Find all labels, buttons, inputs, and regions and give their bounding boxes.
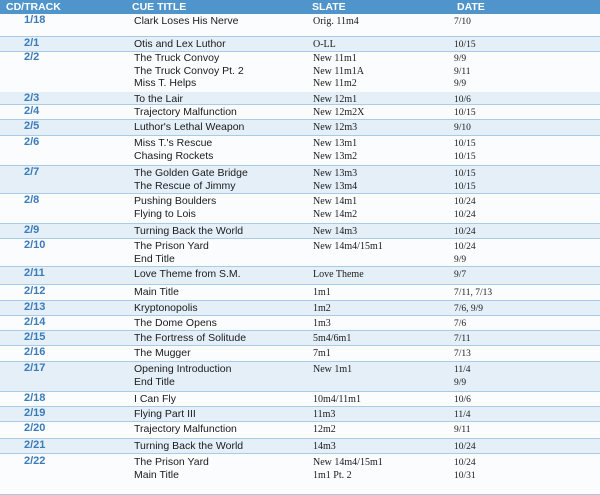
date: 9/10: [454, 123, 471, 133]
cue-title-cell: [134, 38, 226, 51]
slate-cell: [313, 318, 331, 331]
cue-title-cell: [134, 15, 238, 28]
slate-cell: [313, 269, 364, 282]
track-number: 2/15: [24, 331, 46, 343]
slate-cell: [313, 138, 357, 163]
cue-title: Turning Back the World: [134, 440, 244, 452]
slate: New 11m1: [313, 53, 357, 64]
date: 10/6: [454, 395, 471, 405]
slate-cell: [313, 409, 335, 422]
cue-title-cell: [134, 440, 243, 453]
slate: 12m2: [313, 424, 336, 435]
cue-title: Main Title: [134, 286, 179, 298]
date: 10/15: [454, 181, 476, 192]
date-cell: [454, 441, 476, 454]
slate: Orig. 11m4: [313, 16, 359, 27]
cue-title: End Title: [134, 252, 175, 265]
slate: New 14m3: [313, 226, 358, 237]
cue-title: The Prison Yard: [134, 456, 209, 468]
slate-cell: [313, 168, 357, 193]
cue-title: I Can Fly: [134, 393, 177, 405]
cue-title: Trajectory Malfunction: [134, 423, 237, 435]
date: 10/24: [454, 197, 476, 207]
date-cell: [454, 424, 471, 437]
slate: New 14m4/15m1: [313, 457, 383, 468]
column-header-slate: SLATE: [312, 1, 346, 13]
cue-title-cell: [134, 332, 246, 345]
cue-title: Luthor's Lethal Weapon: [134, 121, 245, 133]
cue-title-cell: [134, 52, 244, 90]
track-number: 2/10: [24, 239, 46, 251]
date: 10/15: [454, 139, 476, 149]
track-number: 2/5: [24, 120, 40, 132]
date-cell: [454, 287, 492, 300]
slate: 5m4/6m1: [313, 333, 352, 344]
table-header: [0, 0, 600, 14]
date-cell: [454, 318, 466, 331]
column-header-cue-title: CUE TITLE: [132, 1, 187, 13]
date: 10/24: [454, 458, 476, 468]
date-cell: [454, 138, 476, 163]
cue-title: Main Title: [134, 468, 179, 481]
cue-title-cell: [134, 240, 209, 265]
cue-title-cell: [134, 93, 183, 106]
slate-cell: [313, 441, 336, 454]
table-row: [0, 439, 600, 454]
slate-cell: [313, 303, 331, 316]
cue-title-cell: [134, 195, 216, 220]
slate: New 11m1A: [313, 65, 365, 77]
date-cell: [454, 107, 476, 120]
cue-title: Miss T.'s Rescue: [134, 137, 213, 149]
slate: New 12m2X: [313, 107, 365, 118]
slate-cell: [313, 333, 351, 346]
cue-title: Otis and Lex Luthor: [134, 38, 226, 50]
cue-title: The Fortress of Solitude: [134, 332, 247, 344]
date: 10/31: [454, 470, 476, 481]
date-cell: [454, 457, 476, 482]
date: 10/24: [454, 442, 476, 452]
cue-title: The Dome Opens: [134, 317, 217, 329]
date-cell: [454, 409, 471, 422]
slate: New 13m1: [313, 138, 358, 149]
track-number: 1/18: [24, 14, 46, 26]
cue-title: The Mugger: [134, 347, 191, 359]
table-row: [0, 455, 600, 495]
date: 10/24: [454, 242, 476, 252]
date: 10/6: [454, 95, 471, 105]
date: 9/9: [454, 254, 467, 265]
slate-cell: [313, 122, 357, 135]
table-row: [0, 51, 600, 93]
track-number: 2/4: [24, 105, 40, 117]
table-row: [0, 37, 600, 52]
date: 7/10: [454, 17, 471, 27]
track-number: 2/9: [24, 224, 40, 236]
cue-title-cell: [134, 268, 241, 281]
cue-title: To the Lair: [134, 93, 184, 105]
cue-title-cell: [134, 302, 198, 315]
table-row: [0, 14, 600, 37]
date-cell: [454, 333, 471, 346]
slate-cell: [313, 16, 359, 29]
date: 9/11: [454, 425, 471, 435]
track-number: 2/1: [24, 37, 40, 49]
date: 7/11, 7/13: [454, 288, 493, 298]
table-row: [0, 267, 600, 285]
slate-cell: [313, 196, 357, 221]
slate-cell: [313, 364, 352, 389]
slate-cell: [313, 241, 383, 266]
slate: 10m4/11m1: [313, 394, 361, 405]
cue-title: The Truck Convoy Pt. 2: [134, 64, 244, 77]
slate: Love Theme: [313, 269, 364, 280]
table-row: [0, 224, 600, 239]
cue-title-cell: [134, 225, 243, 238]
cue-title-cell: [134, 347, 191, 360]
date-cell: [454, 364, 471, 389]
slate: New 11m2: [313, 78, 357, 89]
track-number: 2/13: [24, 301, 46, 313]
slate: 1m1: [313, 287, 331, 298]
slate: 7m1: [313, 348, 331, 359]
cue-title-cell: [134, 106, 237, 119]
slate-cell: [313, 348, 331, 361]
date: 9/7: [454, 270, 467, 280]
table-row: [0, 285, 600, 301]
slate-cell: [313, 287, 331, 300]
slate: New 13m3: [313, 168, 358, 179]
track-number: 2/16: [24, 346, 46, 358]
cue-title: Flying Part III: [134, 408, 196, 420]
slate-cell: [313, 424, 336, 437]
column-header-date: DATE: [457, 1, 485, 13]
cue-title-cell: [134, 393, 176, 406]
slate-cell: [313, 39, 336, 52]
date-cell: [454, 269, 466, 282]
table-row: [0, 422, 600, 439]
track-number: 2/21: [24, 439, 46, 451]
date: 9/9: [454, 54, 467, 64]
table-row: [0, 92, 600, 105]
cue-title-cell: [134, 456, 209, 481]
table-row: [0, 316, 600, 331]
date-cell: [454, 168, 476, 193]
slate: 1m3: [313, 318, 331, 329]
slate-cell: [313, 53, 364, 91]
cue-title: Pushing Boulders: [134, 195, 217, 207]
slate: 1m1 Pt. 2: [313, 469, 352, 481]
cue-title-cell: [134, 363, 231, 388]
track-number: 2/18: [24, 392, 46, 404]
cue-title: Trajectory Malfunction: [134, 106, 237, 118]
date: 7/11: [454, 334, 471, 344]
date-cell: [454, 196, 476, 221]
cue-title-cell: [134, 137, 213, 162]
cue-title-cell: [134, 286, 179, 299]
slate: New 13m4: [313, 180, 358, 192]
date: 11/4: [454, 365, 471, 375]
track-number: 2/3: [24, 92, 40, 104]
date-cell: [454, 226, 476, 239]
slate: New 13m2: [313, 150, 358, 162]
track-number: 2/20: [24, 422, 46, 434]
track-number: 2/12: [24, 285, 46, 297]
cue-title: Clark Loses His Nerve: [134, 15, 239, 27]
table-row: [0, 166, 600, 194]
slate: New 12m3: [313, 122, 358, 133]
cue-title: Kryptonopolis: [134, 302, 198, 314]
cue-title: Turning Back the World: [134, 225, 244, 237]
date: 11/4: [454, 410, 471, 420]
cue-title-cell: [134, 121, 244, 134]
slate-cell: [313, 107, 364, 120]
cue-title: The Prison Yard: [134, 240, 209, 252]
date: 10/24: [454, 209, 476, 220]
cue-title-cell: [134, 167, 248, 192]
track-number: 2/7: [24, 166, 40, 178]
track-number: 2/8: [24, 194, 40, 206]
date: 7/13: [454, 349, 471, 359]
table-row: [0, 392, 600, 407]
date: 10/15: [454, 151, 476, 162]
slate: O-LL: [313, 39, 336, 50]
track-number: 2/14: [24, 316, 46, 328]
cue-title-cell: [134, 317, 217, 330]
slate: [313, 254, 383, 267]
date: 9/9: [454, 377, 467, 388]
cue-title: The Truck Convoy: [134, 52, 220, 64]
date-cell: [454, 394, 471, 407]
slate: New 12m1: [313, 94, 358, 105]
slate: 1m2: [313, 303, 331, 314]
table-row: [0, 301, 600, 316]
track-number: 2/6: [24, 136, 40, 148]
table-row: [0, 362, 600, 392]
track-number: 2/11: [24, 267, 45, 279]
date: 10/15: [454, 40, 476, 50]
date: 9/11: [454, 66, 471, 77]
date-cell: [454, 39, 476, 52]
cue-title: Flying to Lois: [134, 207, 196, 220]
table-row: [0, 120, 600, 136]
column-header-track: CD/TRACK: [6, 1, 61, 13]
date-cell: [454, 53, 471, 91]
slate: [313, 377, 352, 390]
date: 10/15: [454, 108, 476, 118]
track-number: 2/19: [24, 407, 46, 419]
date: 10/15: [454, 169, 476, 179]
date-cell: [454, 303, 483, 316]
track-number: 2/17: [24, 362, 46, 374]
cue-title-cell: [134, 423, 237, 436]
table-row: [0, 136, 600, 166]
table-row: [0, 105, 600, 120]
cue-title: End Title: [134, 375, 175, 388]
table-row: [0, 407, 600, 422]
cue-title: Chasing Rockets: [134, 149, 214, 162]
slate: New 1m1: [313, 364, 353, 375]
slate: 14m3: [313, 441, 336, 452]
cue-title-cell: [134, 408, 196, 421]
date: 7/6, 9/9: [454, 304, 484, 314]
date-cell: [454, 16, 471, 29]
slate: New 14m2: [313, 208, 358, 220]
cue-title: Opening Introduction: [134, 363, 232, 375]
slate: New 14m1: [313, 196, 358, 207]
slate-cell: [313, 226, 357, 239]
table-row: [0, 194, 600, 224]
table-row: [0, 239, 600, 267]
cue-title: The Golden Gate Bridge: [134, 167, 248, 179]
slate-cell: [313, 394, 361, 407]
date: 10/24: [454, 227, 476, 237]
slate-cell: [313, 457, 383, 482]
date-cell: [454, 348, 471, 361]
table-row: [0, 331, 600, 346]
cue-title: Love Theme from S.M.: [134, 268, 241, 280]
slate: New 14m4/15m1: [313, 241, 383, 252]
slate: 11m3: [313, 409, 336, 420]
date-cell: [454, 241, 476, 266]
cue-title: Miss T. Helps: [134, 77, 197, 89]
table-row: [0, 346, 600, 362]
track-number: 2/2: [24, 51, 40, 63]
track-number: 2/22: [24, 455, 46, 467]
date: 7/6: [454, 319, 467, 329]
cue-title: The Rescue of Jimmy: [134, 179, 236, 192]
date-cell: [454, 122, 471, 135]
date: 9/9: [454, 79, 467, 89]
